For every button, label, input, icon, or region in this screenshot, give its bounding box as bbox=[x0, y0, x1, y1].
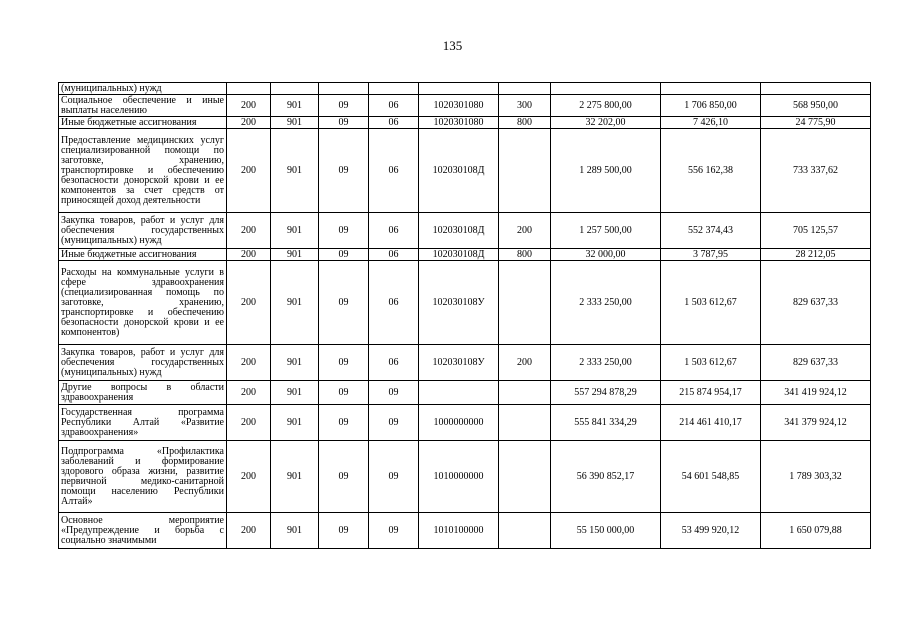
table-cell: 1 650 079,88 bbox=[761, 513, 871, 549]
table-cell: 09 bbox=[319, 441, 369, 513]
table-cell: 557 294 878,29 bbox=[551, 381, 661, 405]
table-cell: 102030108Д bbox=[419, 249, 499, 261]
table-cell: 800 bbox=[499, 249, 551, 261]
table-cell: 09 bbox=[369, 381, 419, 405]
table-cell: 32 000,00 bbox=[551, 249, 661, 261]
row-description: Основное мероприятие «Предупреждение и борьба с социально значимыми bbox=[59, 513, 227, 549]
table-cell: 09 bbox=[319, 117, 369, 129]
table-cell: 200 bbox=[227, 117, 271, 129]
table-cell: 32 202,00 bbox=[551, 117, 661, 129]
table-cell bbox=[499, 129, 551, 213]
table-cell: 09 bbox=[319, 129, 369, 213]
table-cell: 901 bbox=[271, 249, 319, 261]
table-cell: 24 775,90 bbox=[761, 117, 871, 129]
table-cell: 901 bbox=[271, 95, 319, 117]
table-cell: 3 787,95 bbox=[661, 249, 761, 261]
table-cell bbox=[271, 83, 319, 95]
table-cell bbox=[499, 513, 551, 549]
table-cell: 09 bbox=[369, 405, 419, 441]
table-cell bbox=[419, 381, 499, 405]
table-cell: 829 637,33 bbox=[761, 345, 871, 381]
table-cell: 556 162,38 bbox=[661, 129, 761, 213]
table-cell: 06 bbox=[369, 129, 419, 213]
table-cell: 06 bbox=[369, 249, 419, 261]
table-cell: 200 bbox=[227, 95, 271, 117]
table-cell: 800 bbox=[499, 117, 551, 129]
table-cell: 06 bbox=[369, 213, 419, 249]
table-cell: 341 419 924,12 bbox=[761, 381, 871, 405]
table-cell bbox=[499, 83, 551, 95]
table-cell: 09 bbox=[319, 95, 369, 117]
table-cell: 09 bbox=[369, 441, 419, 513]
table-cell: 901 bbox=[271, 345, 319, 381]
row-description: Подпрограмма «Профилактика заболеваний и формирование здорового образа жизни, развитие первичной медико-санитарной помощи населению Республики Алтай» bbox=[59, 441, 227, 513]
table-cell: 200 bbox=[227, 405, 271, 441]
table-cell: 829 637,33 bbox=[761, 261, 871, 345]
table-cell bbox=[227, 83, 271, 95]
table-cell: 1 503 612,67 bbox=[661, 261, 761, 345]
table-row bbox=[59, 261, 871, 345]
table-cell: 552 374,43 bbox=[661, 213, 761, 249]
table-cell: 901 bbox=[271, 129, 319, 213]
table-cell bbox=[761, 83, 871, 95]
table-cell: 200 bbox=[227, 345, 271, 381]
table-row bbox=[59, 405, 871, 441]
table-cell: 09 bbox=[319, 261, 369, 345]
table-cell: 102030108У bbox=[419, 261, 499, 345]
table-cell: 901 bbox=[271, 441, 319, 513]
table-row bbox=[59, 83, 871, 95]
row-description: Иные бюджетные ассигнования bbox=[59, 249, 227, 261]
table-cell: 705 125,57 bbox=[761, 213, 871, 249]
table-cell: 200 bbox=[499, 345, 551, 381]
table-row bbox=[59, 95, 871, 117]
row-description: Иные бюджетные ассигнования bbox=[59, 117, 227, 129]
page-number: 135 bbox=[442, 38, 463, 53]
table-cell: 1020301080 bbox=[419, 95, 499, 117]
table-cell bbox=[499, 405, 551, 441]
table-cell: 56 390 852,17 bbox=[551, 441, 661, 513]
table-cell: 901 bbox=[271, 513, 319, 549]
table-cell: 214 461 410,17 bbox=[661, 405, 761, 441]
table-cell: 1 706 850,00 bbox=[661, 95, 761, 117]
table-cell: 1 503 612,67 bbox=[661, 345, 761, 381]
row-description: Социальное обеспечение и иные выплаты населению bbox=[59, 95, 227, 117]
table-cell bbox=[499, 381, 551, 405]
table-row bbox=[59, 381, 871, 405]
table-cell bbox=[551, 83, 661, 95]
row-description: Закупка товаров, работ и услуг для обеспечения государственных (муниципальных) нужд bbox=[59, 213, 227, 249]
table-row bbox=[59, 441, 871, 513]
row-description: Расходы на коммунальные услуги в сфере здравоохранения (специализированная помощь по заготовке, хранению, транспортировке и обеспечению безопасности донорской крови и ее компонентов) bbox=[59, 261, 227, 345]
table-cell: 901 bbox=[271, 261, 319, 345]
table-cell: 06 bbox=[369, 261, 419, 345]
table-cell: 53 499 920,12 bbox=[661, 513, 761, 549]
table-cell bbox=[369, 83, 419, 95]
table-cell bbox=[661, 83, 761, 95]
table-cell: 06 bbox=[369, 95, 419, 117]
table-cell: 2 333 250,00 bbox=[551, 261, 661, 345]
table-cell: 200 bbox=[227, 381, 271, 405]
table-cell: 215 874 954,17 bbox=[661, 381, 761, 405]
row-description: Закупка товаров, работ и услуг для обеспечения государственных (муниципальных) нужд bbox=[59, 345, 227, 381]
table-cell: 09 bbox=[319, 213, 369, 249]
table-cell: 102030108У bbox=[419, 345, 499, 381]
table-cell: 200 bbox=[227, 261, 271, 345]
table-cell: 200 bbox=[227, 129, 271, 213]
table-cell: 1000000000 bbox=[419, 405, 499, 441]
table-row bbox=[59, 249, 871, 261]
budget-table bbox=[58, 82, 871, 549]
table-cell: 09 bbox=[319, 405, 369, 441]
table-cell: 54 601 548,85 bbox=[661, 441, 761, 513]
table-cell: 09 bbox=[319, 345, 369, 381]
row-description: Другие вопросы в области здравоохранения bbox=[59, 381, 227, 405]
table-cell: 300 bbox=[499, 95, 551, 117]
table-cell: 09 bbox=[319, 249, 369, 261]
table-cell: 200 bbox=[499, 213, 551, 249]
table-cell: 200 bbox=[227, 441, 271, 513]
table-row bbox=[59, 513, 871, 549]
table-cell: 2 275 800,00 bbox=[551, 95, 661, 117]
table-cell bbox=[319, 83, 369, 95]
table-cell: 102030108Д bbox=[419, 213, 499, 249]
row-description: (муниципальных) нужд bbox=[59, 83, 227, 95]
table-cell: 901 bbox=[271, 213, 319, 249]
table-cell: 2 333 250,00 bbox=[551, 345, 661, 381]
table-cell: 102030108Д bbox=[419, 129, 499, 213]
table-row bbox=[59, 117, 871, 129]
row-description: Государственная программа Республики Алтай «Развитие здравоохранения» bbox=[59, 405, 227, 441]
table-row bbox=[59, 213, 871, 249]
table-cell: 09 bbox=[319, 381, 369, 405]
table-cell: 1010100000 bbox=[419, 513, 499, 549]
table-cell: 1 257 500,00 bbox=[551, 213, 661, 249]
table-cell: 901 bbox=[271, 405, 319, 441]
table-cell: 901 bbox=[271, 117, 319, 129]
table-cell: 200 bbox=[227, 213, 271, 249]
table-cell bbox=[419, 83, 499, 95]
table-cell: 1020301080 bbox=[419, 117, 499, 129]
table-cell: 200 bbox=[227, 513, 271, 549]
table-cell: 200 bbox=[227, 249, 271, 261]
table-cell: 341 379 924,12 bbox=[761, 405, 871, 441]
table-cell: 1010000000 bbox=[419, 441, 499, 513]
table-cell: 7 426,10 bbox=[661, 117, 761, 129]
table-cell bbox=[499, 261, 551, 345]
table-row bbox=[59, 129, 871, 213]
table-cell: 28 212,05 bbox=[761, 249, 871, 261]
table-cell: 06 bbox=[369, 117, 419, 129]
table-cell: 55 150 000,00 bbox=[551, 513, 661, 549]
table-cell: 09 bbox=[319, 513, 369, 549]
table-cell: 555 841 334,29 bbox=[551, 405, 661, 441]
table-cell: 733 337,62 bbox=[761, 129, 871, 213]
table-row bbox=[59, 345, 871, 381]
table-cell bbox=[499, 441, 551, 513]
row-description: Предоставление медицинских услуг специализированной помощи по заготовке, хранению, транспортировке и обеспечению безопасности донорской крови и ее компонентов за счет средств от приносящей доход деятельности bbox=[59, 129, 227, 213]
table-cell: 901 bbox=[271, 381, 319, 405]
table-cell: 568 950,00 bbox=[761, 95, 871, 117]
table-cell: 1 789 303,32 bbox=[761, 441, 871, 513]
table-cell: 1 289 500,00 bbox=[551, 129, 661, 213]
table-cell: 06 bbox=[369, 345, 419, 381]
table-cell: 09 bbox=[369, 513, 419, 549]
